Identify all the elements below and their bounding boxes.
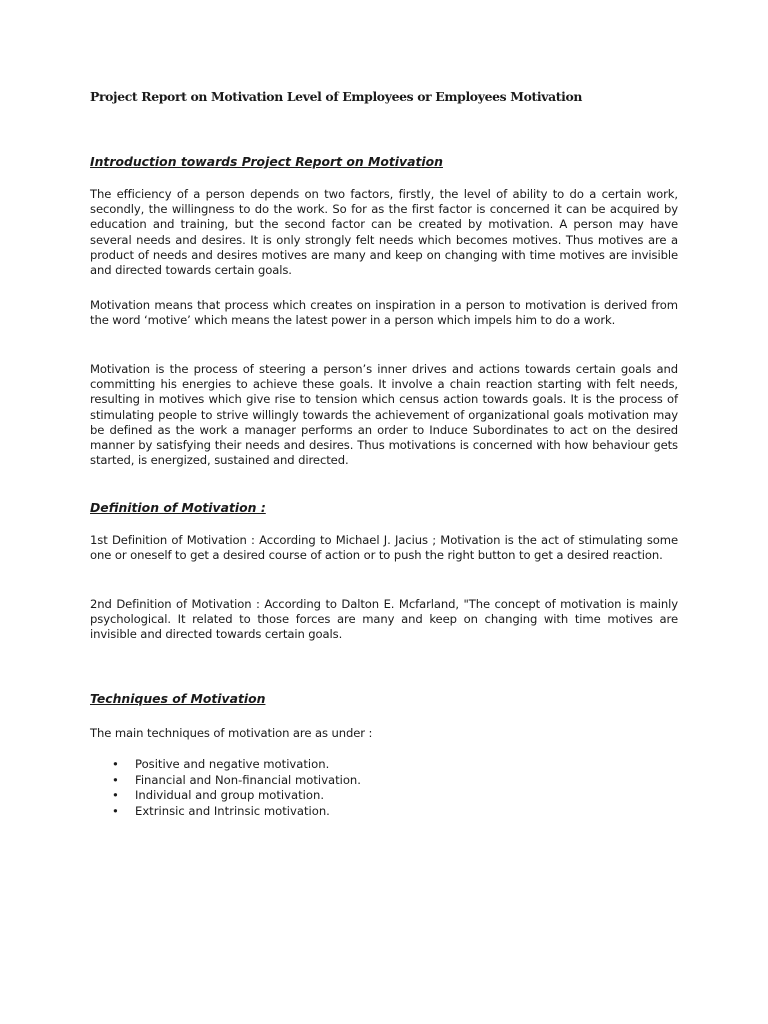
techniques-list xyxy=(90,757,361,819)
document-title: Project Report on Motivation Level of Employees or Employees Motivation xyxy=(90,89,583,104)
techniques-intro-paragraph: The main techniques of motivation are as under : xyxy=(90,726,373,740)
bullet-icon: • xyxy=(112,757,119,771)
list-item xyxy=(90,788,361,804)
list-item-text: Financial and Non-financial motivation. xyxy=(135,772,361,787)
definition-paragraph-2: 2nd Definition of Motivation : According to Dalton E. Mcfarland, "The concept of motivation is mainly psychological. It related to those forces are many and keep on changing with time motives are invisible and directed towards certain goals. xyxy=(90,597,678,642)
section-heading-definition: Definition of Motivation : xyxy=(90,500,266,515)
bullet-icon: • xyxy=(112,788,119,803)
section-heading-techniques: Techniques of Motivation xyxy=(90,691,266,706)
intro-paragraph-2: Motivation means that process which creates on inspiration in a person to motivation is derived from the word ‘motive’ which means the latest power in a person which impels him to do a work. xyxy=(90,298,678,328)
definition-paragraph-1: 1st Definition of Motivation : According to Michael J. Jacius ; Motivation is the act of stimulating some one or oneself to get a desired course of action or to push the right button to get a desired reaction. xyxy=(90,533,678,563)
intro-paragraph-3: Motivation is the process of steering a person’s inner drives and actions towards certain goals and committing his energies to achieve these goals. It involve a chain reaction starting with felt needs, resulting in motives which give rise to tension which census action towards goals. It is the process of stimulating people to strive willingly towards the achievement of organizational goals motivation may be defined as the work a manager performs an order to Induce Subordinates to act on the desired manner by satisfying their needs and desires. Thus motivations is concerned with how behaviour gets started, is energized, sustained and directed. xyxy=(90,362,678,468)
list-item xyxy=(90,804,361,820)
list-item xyxy=(90,773,361,789)
list-item-text: Individual and group motivation. xyxy=(135,788,325,803)
bullet-icon: • xyxy=(112,803,119,818)
list-item xyxy=(90,757,361,773)
section-heading-introduction: Introduction towards Project Report on Motivation xyxy=(90,154,443,169)
intro-paragraph-1: The efficiency of a person depends on two factors, firstly, the level of ability to do a certain work, secondly, the willingness to do the work. So for as the first factor is concerned it can be acquired by education and training, but the second factor can be created by motivation. A person may have several needs and desires. It is only strongly felt needs which becomes motives. Thus motives are a product of needs and desires motives are many and keep on changing with time motives are invisible and directed towards certain goals. xyxy=(90,187,678,278)
bullet-icon: • xyxy=(112,772,119,787)
list-item-text: Positive and negative motivation. xyxy=(135,757,330,771)
list-item-text: Extrinsic and Intrinsic motivation. xyxy=(135,803,330,818)
